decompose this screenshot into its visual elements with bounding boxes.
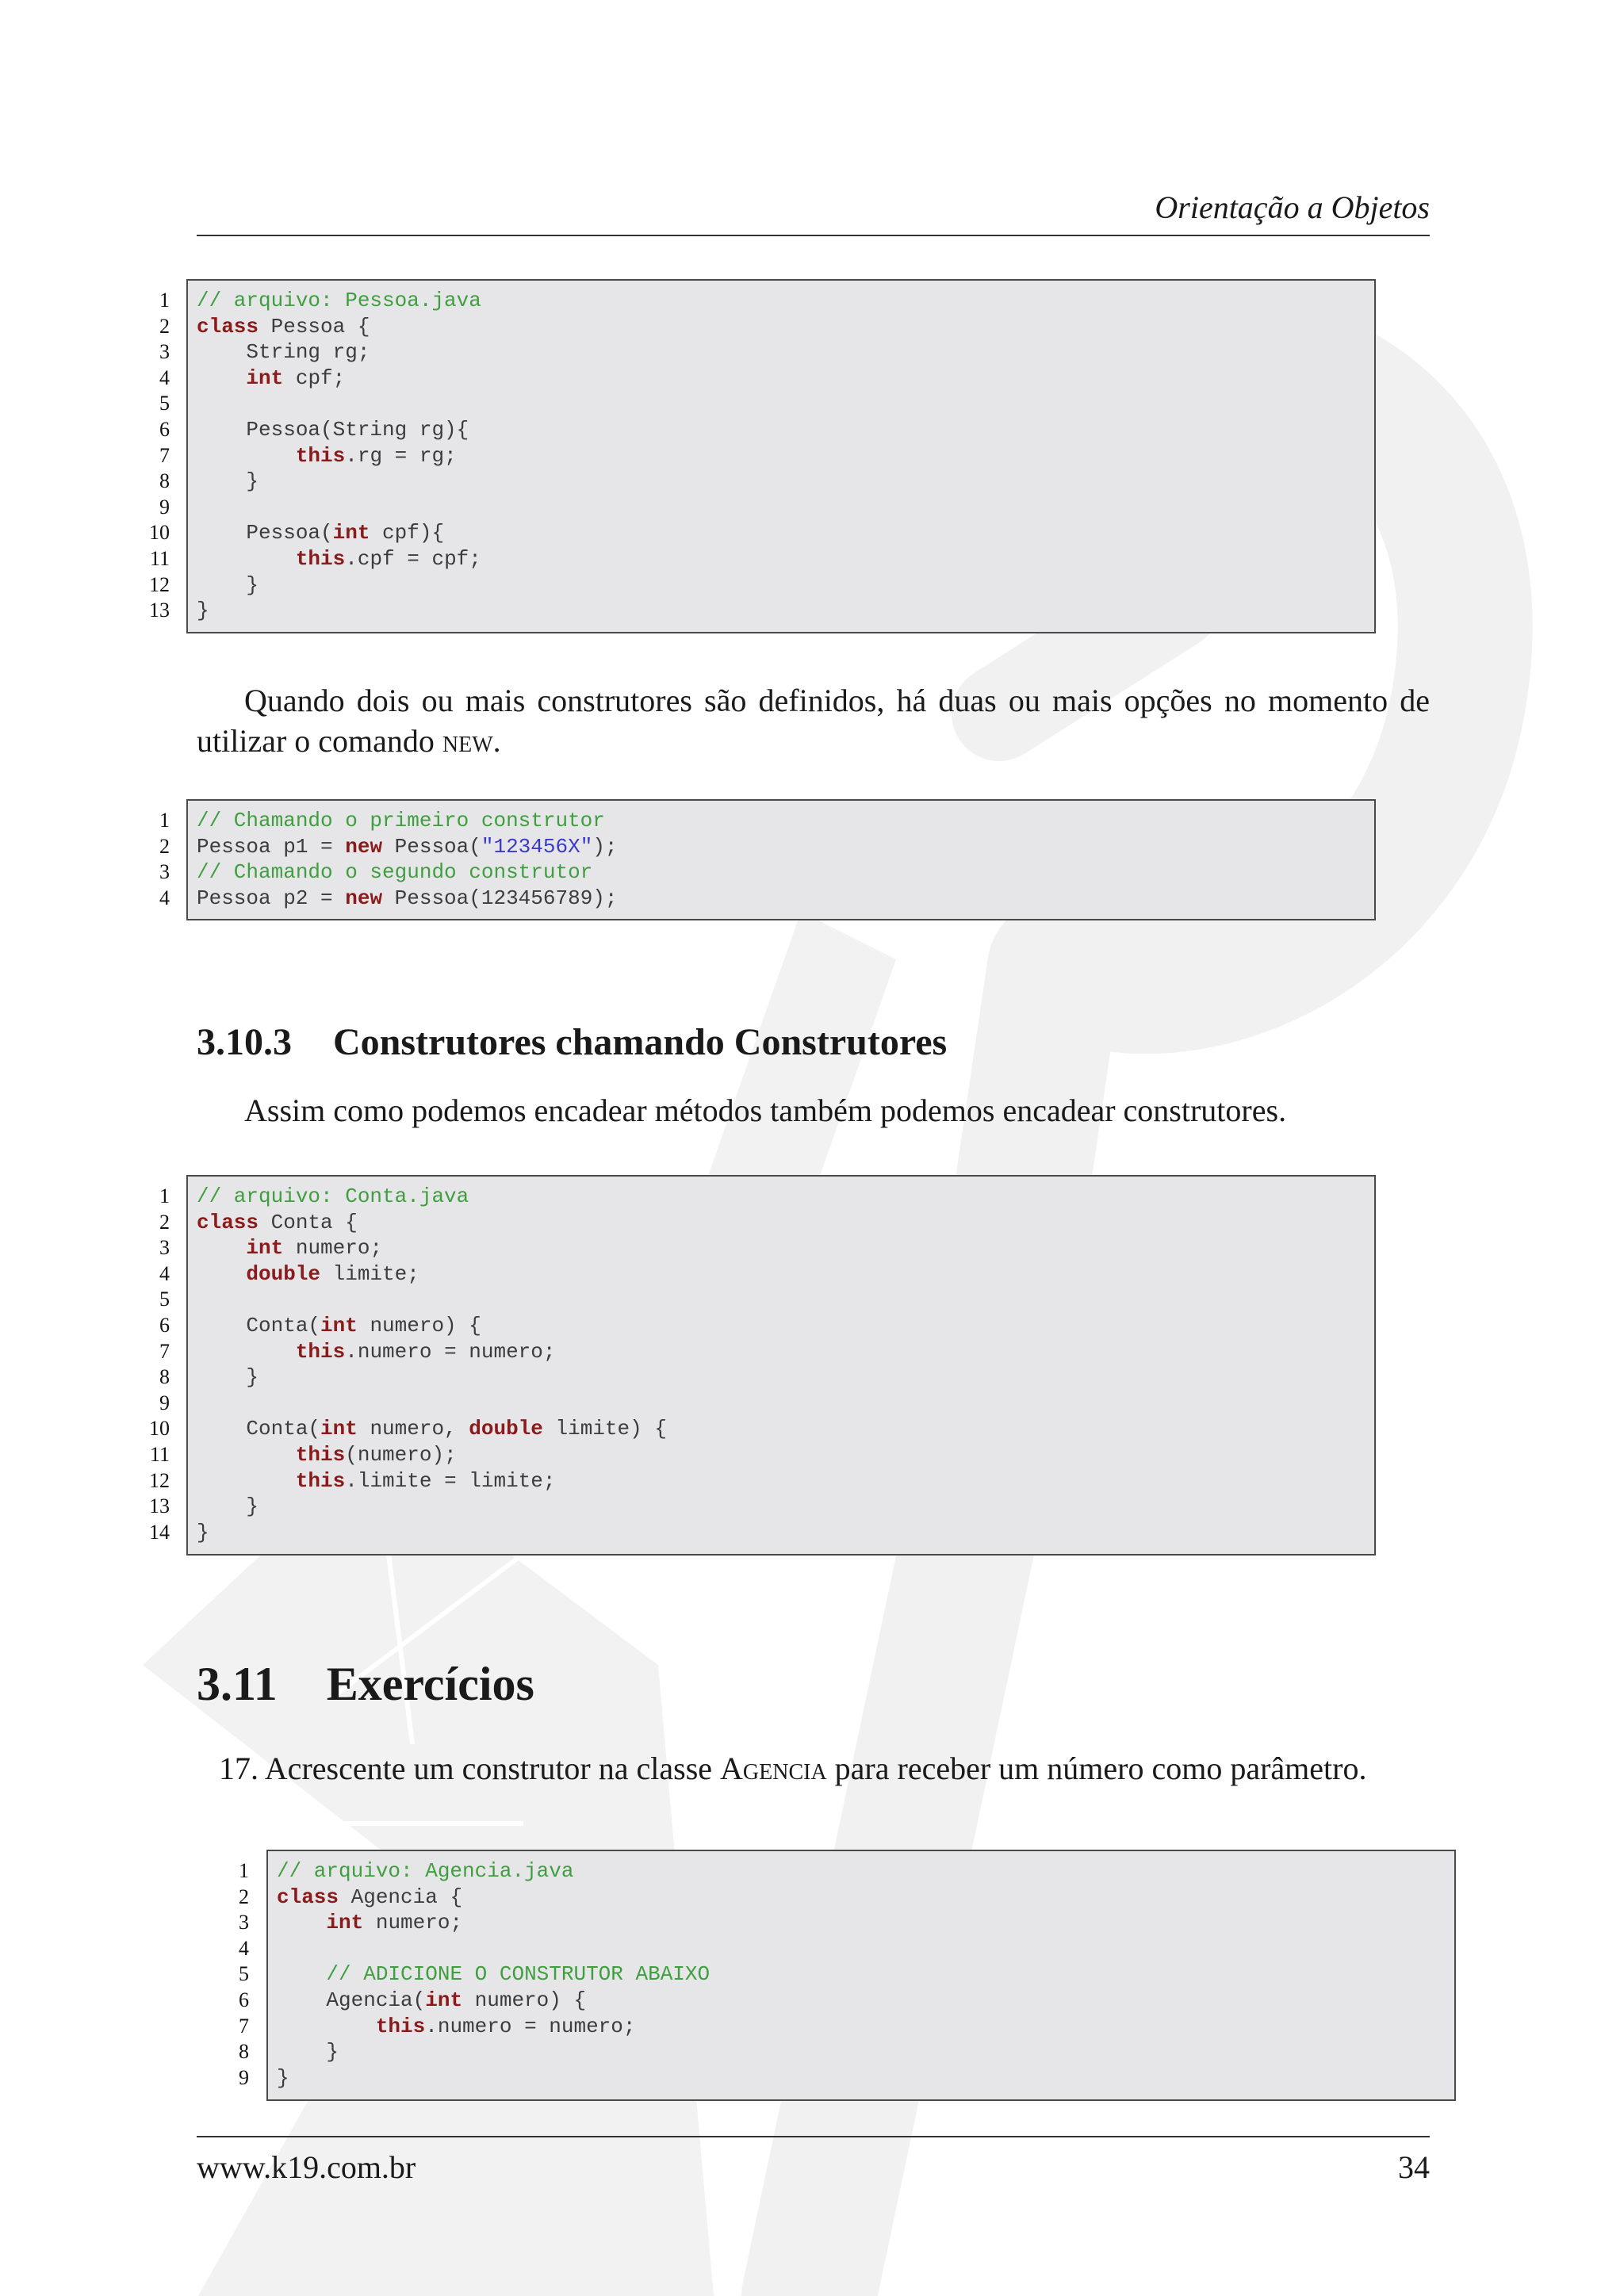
line-number: 1: [159, 289, 170, 312]
code-text: }: [197, 469, 259, 494]
header-rule: [197, 235, 1430, 236]
line-number: 3: [159, 860, 170, 884]
footer-website: www.k19.com.br: [197, 2149, 416, 2185]
code-line: [197, 1494, 667, 1520]
code-text: [277, 2015, 376, 2038]
paragraph-chaining: Assim como podemos encadear métodos também podemos encadear construtores.: [244, 1093, 1287, 1128]
line-number: 3: [159, 1236, 170, 1260]
line-number: 9: [159, 495, 170, 519]
code-text: [197, 366, 246, 390]
code-text: limite;: [320, 1261, 419, 1286]
code-text: Pessoa(: [382, 834, 481, 859]
line-number: 6: [159, 1313, 170, 1337]
code-line: [197, 391, 481, 417]
code-line: [197, 314, 481, 340]
line-number: 6: [159, 417, 170, 441]
code-text: cpf){: [370, 521, 445, 545]
code-text: Pessoa p2 =: [197, 886, 346, 910]
code-text: }: [197, 1494, 259, 1519]
line-numbers: [127, 1184, 170, 1545]
code-lines: [197, 288, 481, 624]
line-number: 2: [159, 834, 170, 858]
code-keyword: int: [320, 1313, 358, 1337]
exercise-text-end: para receber um número como parâmetro.: [826, 1751, 1367, 1786]
code-keyword: int: [332, 521, 370, 545]
code-keyword: int: [246, 365, 284, 390]
code-text: .rg = rg;: [345, 443, 457, 468]
code-keyword: double: [469, 1417, 543, 1441]
code-keyword: class: [197, 314, 259, 339]
paragraph-text: Quando dois ou mais construtores são definidos, há duas ou mais opções no momento de utilizar o comando: [197, 683, 1430, 759]
line-number: 1: [159, 809, 170, 832]
class-name: Agencia: [720, 1751, 827, 1786]
line-number: 5: [159, 1288, 170, 1311]
code-keyword: int: [246, 1236, 284, 1261]
code-keyword: this: [295, 443, 346, 468]
section-heading: [197, 1657, 534, 1712]
line-number: 14: [149, 1520, 170, 1544]
code-line: [197, 495, 481, 521]
code-text: Pessoa(: [197, 521, 333, 545]
code-text: }: [277, 2040, 339, 2064]
line-number: 11: [149, 546, 170, 570]
line-number: 6: [239, 1988, 249, 2011]
code-text: [197, 1469, 296, 1493]
subsection-number: 3.10.3: [197, 1021, 292, 1063]
line-number: 5: [239, 1962, 249, 1986]
code-line: [197, 520, 481, 546]
line-number: 4: [239, 1936, 249, 1960]
code-line: [277, 1885, 710, 1911]
line-number: 9: [159, 1391, 170, 1414]
code-text: [197, 1262, 246, 1286]
code-line: [197, 443, 481, 469]
code-text: Agencia(: [277, 1988, 426, 2012]
code-text: [277, 1962, 326, 1986]
subsection-title: Construtores chamando Construtores: [333, 1021, 948, 1063]
code-comment: // ADICIONE O CONSTRUTOR ABAIXO: [326, 1962, 710, 1987]
code-text: cpf;: [283, 365, 346, 390]
code-keyword: int: [425, 1988, 463, 2012]
exercise-item: [219, 1748, 1432, 1789]
code-line: [197, 834, 618, 860]
code-line: [197, 1442, 667, 1468]
line-number: 8: [239, 2040, 249, 2064]
code-line: [197, 365, 481, 392]
line-number: 8: [159, 469, 170, 493]
code-text: .numero = numero;: [345, 1339, 556, 1364]
code-line: [197, 288, 481, 314]
code-text: numero;: [363, 1911, 463, 1935]
line-number: 7: [159, 1339, 170, 1363]
code-keyword: this: [295, 1339, 346, 1364]
exercise-text: Acrescente um construtor na classe: [264, 1751, 721, 1786]
code-text: Pessoa(123456789);: [382, 886, 618, 910]
code-lines: [197, 1184, 667, 1545]
code-keyword: this: [295, 1442, 346, 1467]
code-comment: // arquivo: Pessoa.java: [197, 289, 481, 312]
exercise-number: 17.: [219, 1751, 259, 1786]
code-comment: // Chamando o segundo construtor: [197, 860, 593, 885]
code-comment: // arquivo: Conta.java: [197, 1184, 469, 1208]
code-text: .numero = numero;: [425, 2014, 636, 2038]
code-keyword: new: [345, 834, 383, 859]
code-text: [197, 1340, 296, 1364]
line-number: 9: [239, 2065, 249, 2089]
line-number: 2: [239, 1885, 249, 1908]
line-numbers: [127, 288, 170, 624]
line-number: 8: [159, 1365, 170, 1389]
code-text: numero,: [357, 1417, 469, 1441]
code-comment: // arquivo: Agencia.java: [277, 1859, 574, 1883]
code-text: Conta {: [259, 1210, 358, 1234]
code-text: [197, 444, 296, 468]
code-line: [277, 1988, 710, 2014]
code-text: Agencia {: [339, 1885, 463, 1909]
code-text: }: [277, 2065, 289, 2090]
code-line: [277, 1936, 710, 1962]
code-text: .cpf = cpf;: [345, 546, 481, 571]
code-keyword: double: [246, 1261, 321, 1286]
code-line: [197, 1468, 667, 1494]
code-line: [197, 417, 481, 443]
line-numbers: [206, 1858, 249, 2091]
code-line: [197, 469, 481, 495]
line-number: 7: [159, 443, 170, 467]
line-number: 11: [149, 1442, 170, 1466]
code-text: numero) {: [462, 1988, 587, 2012]
line-number: 3: [239, 1911, 249, 1934]
code-text: [197, 547, 296, 571]
line-number: 3: [159, 340, 170, 364]
line-number: 4: [159, 1261, 170, 1285]
code-keyword: this: [295, 546, 346, 571]
code-line: [197, 859, 618, 886]
line-number: 10: [149, 521, 170, 545]
code-lines: [277, 1858, 710, 2091]
subsection-heading: [197, 1020, 947, 1064]
code-text: [197, 1236, 246, 1260]
code-text: Pessoa(String rg){: [197, 417, 469, 442]
line-number: 2: [159, 1210, 170, 1234]
line-number: 7: [239, 2014, 249, 2038]
code-keyword: new: [345, 886, 383, 910]
line-number: 12: [149, 572, 170, 596]
paragraph-end: .: [492, 723, 501, 759]
line-number: 12: [149, 1468, 170, 1492]
code-text: limite) {: [542, 1417, 667, 1441]
code-text: String rg;: [197, 340, 370, 365]
code-text: .limite = limite;: [345, 1468, 556, 1493]
line-number: 4: [159, 365, 170, 389]
code-text: (numero);: [345, 1442, 457, 1467]
line-number: 2: [159, 314, 170, 338]
code-line: [277, 2065, 710, 2091]
code-line: [197, 546, 481, 572]
section-number: 3.11: [197, 1658, 278, 1710]
code-line: [277, 1910, 710, 1936]
code-keyword: int: [320, 1417, 358, 1441]
code-line: [197, 598, 481, 624]
code-line: [197, 1313, 667, 1339]
code-keyword: this: [375, 2014, 426, 2038]
line-number: 1: [159, 1184, 170, 1207]
page-number: 34: [1398, 2149, 1430, 2185]
code-text: Pessoa p1 =: [197, 834, 346, 859]
code-line: [197, 1261, 667, 1288]
line-number: 13: [149, 599, 170, 622]
line-number: 10: [149, 1417, 170, 1441]
code-keyword: class: [197, 1210, 259, 1234]
running-header: Orientação a Objetos: [1155, 189, 1430, 225]
line-numbers: [127, 808, 170, 911]
line-number: 5: [159, 392, 170, 415]
new-keyword: new: [442, 723, 493, 759]
code-line: [197, 339, 481, 365]
code-comment: // Chamando o primeiro construtor: [197, 809, 605, 832]
code-line: [197, 1339, 667, 1365]
code-line: [197, 1287, 667, 1313]
code-keyword: int: [326, 1911, 364, 1935]
code-keyword: this: [295, 1468, 346, 1493]
code-text: Conta(: [197, 1417, 321, 1441]
code-line: [197, 1210, 667, 1236]
footer-rule: [197, 2136, 1430, 2137]
code-line: [197, 1235, 667, 1261]
code-lines: [197, 808, 618, 911]
code-line: [277, 1858, 710, 1885]
code-line: [197, 1184, 667, 1210]
code-keyword: class: [277, 1885, 339, 1909]
code-text: }: [197, 1520, 209, 1544]
code-text: numero) {: [357, 1313, 481, 1337]
code-text: [197, 1443, 296, 1467]
code-line: [197, 1416, 667, 1442]
section-title: Exercícios: [326, 1658, 534, 1710]
code-text: [277, 1911, 326, 1934]
code-text: );: [592, 834, 618, 859]
code-line: [197, 572, 481, 599]
code-string: "123456X": [481, 834, 593, 859]
code-line: [197, 1391, 667, 1417]
code-text: Conta(: [197, 1313, 321, 1337]
code-line: [277, 2039, 710, 2065]
code-line: [197, 808, 618, 834]
code-line: [197, 886, 618, 912]
code-text: numero;: [283, 1236, 383, 1261]
code-text: }: [197, 572, 259, 597]
code-line: [197, 1520, 667, 1546]
code-line: [197, 1364, 667, 1391]
code-line: [277, 1961, 710, 1988]
line-number: 1: [239, 1859, 249, 1882]
code-text: Pessoa {: [259, 314, 370, 339]
line-number: 4: [159, 886, 170, 909]
code-text: }: [197, 599, 209, 623]
code-line: [277, 2014, 710, 2040]
line-number: 13: [149, 1494, 170, 1518]
code-text: }: [197, 1365, 259, 1390]
paragraph-multiple-constructors: [197, 680, 1430, 761]
